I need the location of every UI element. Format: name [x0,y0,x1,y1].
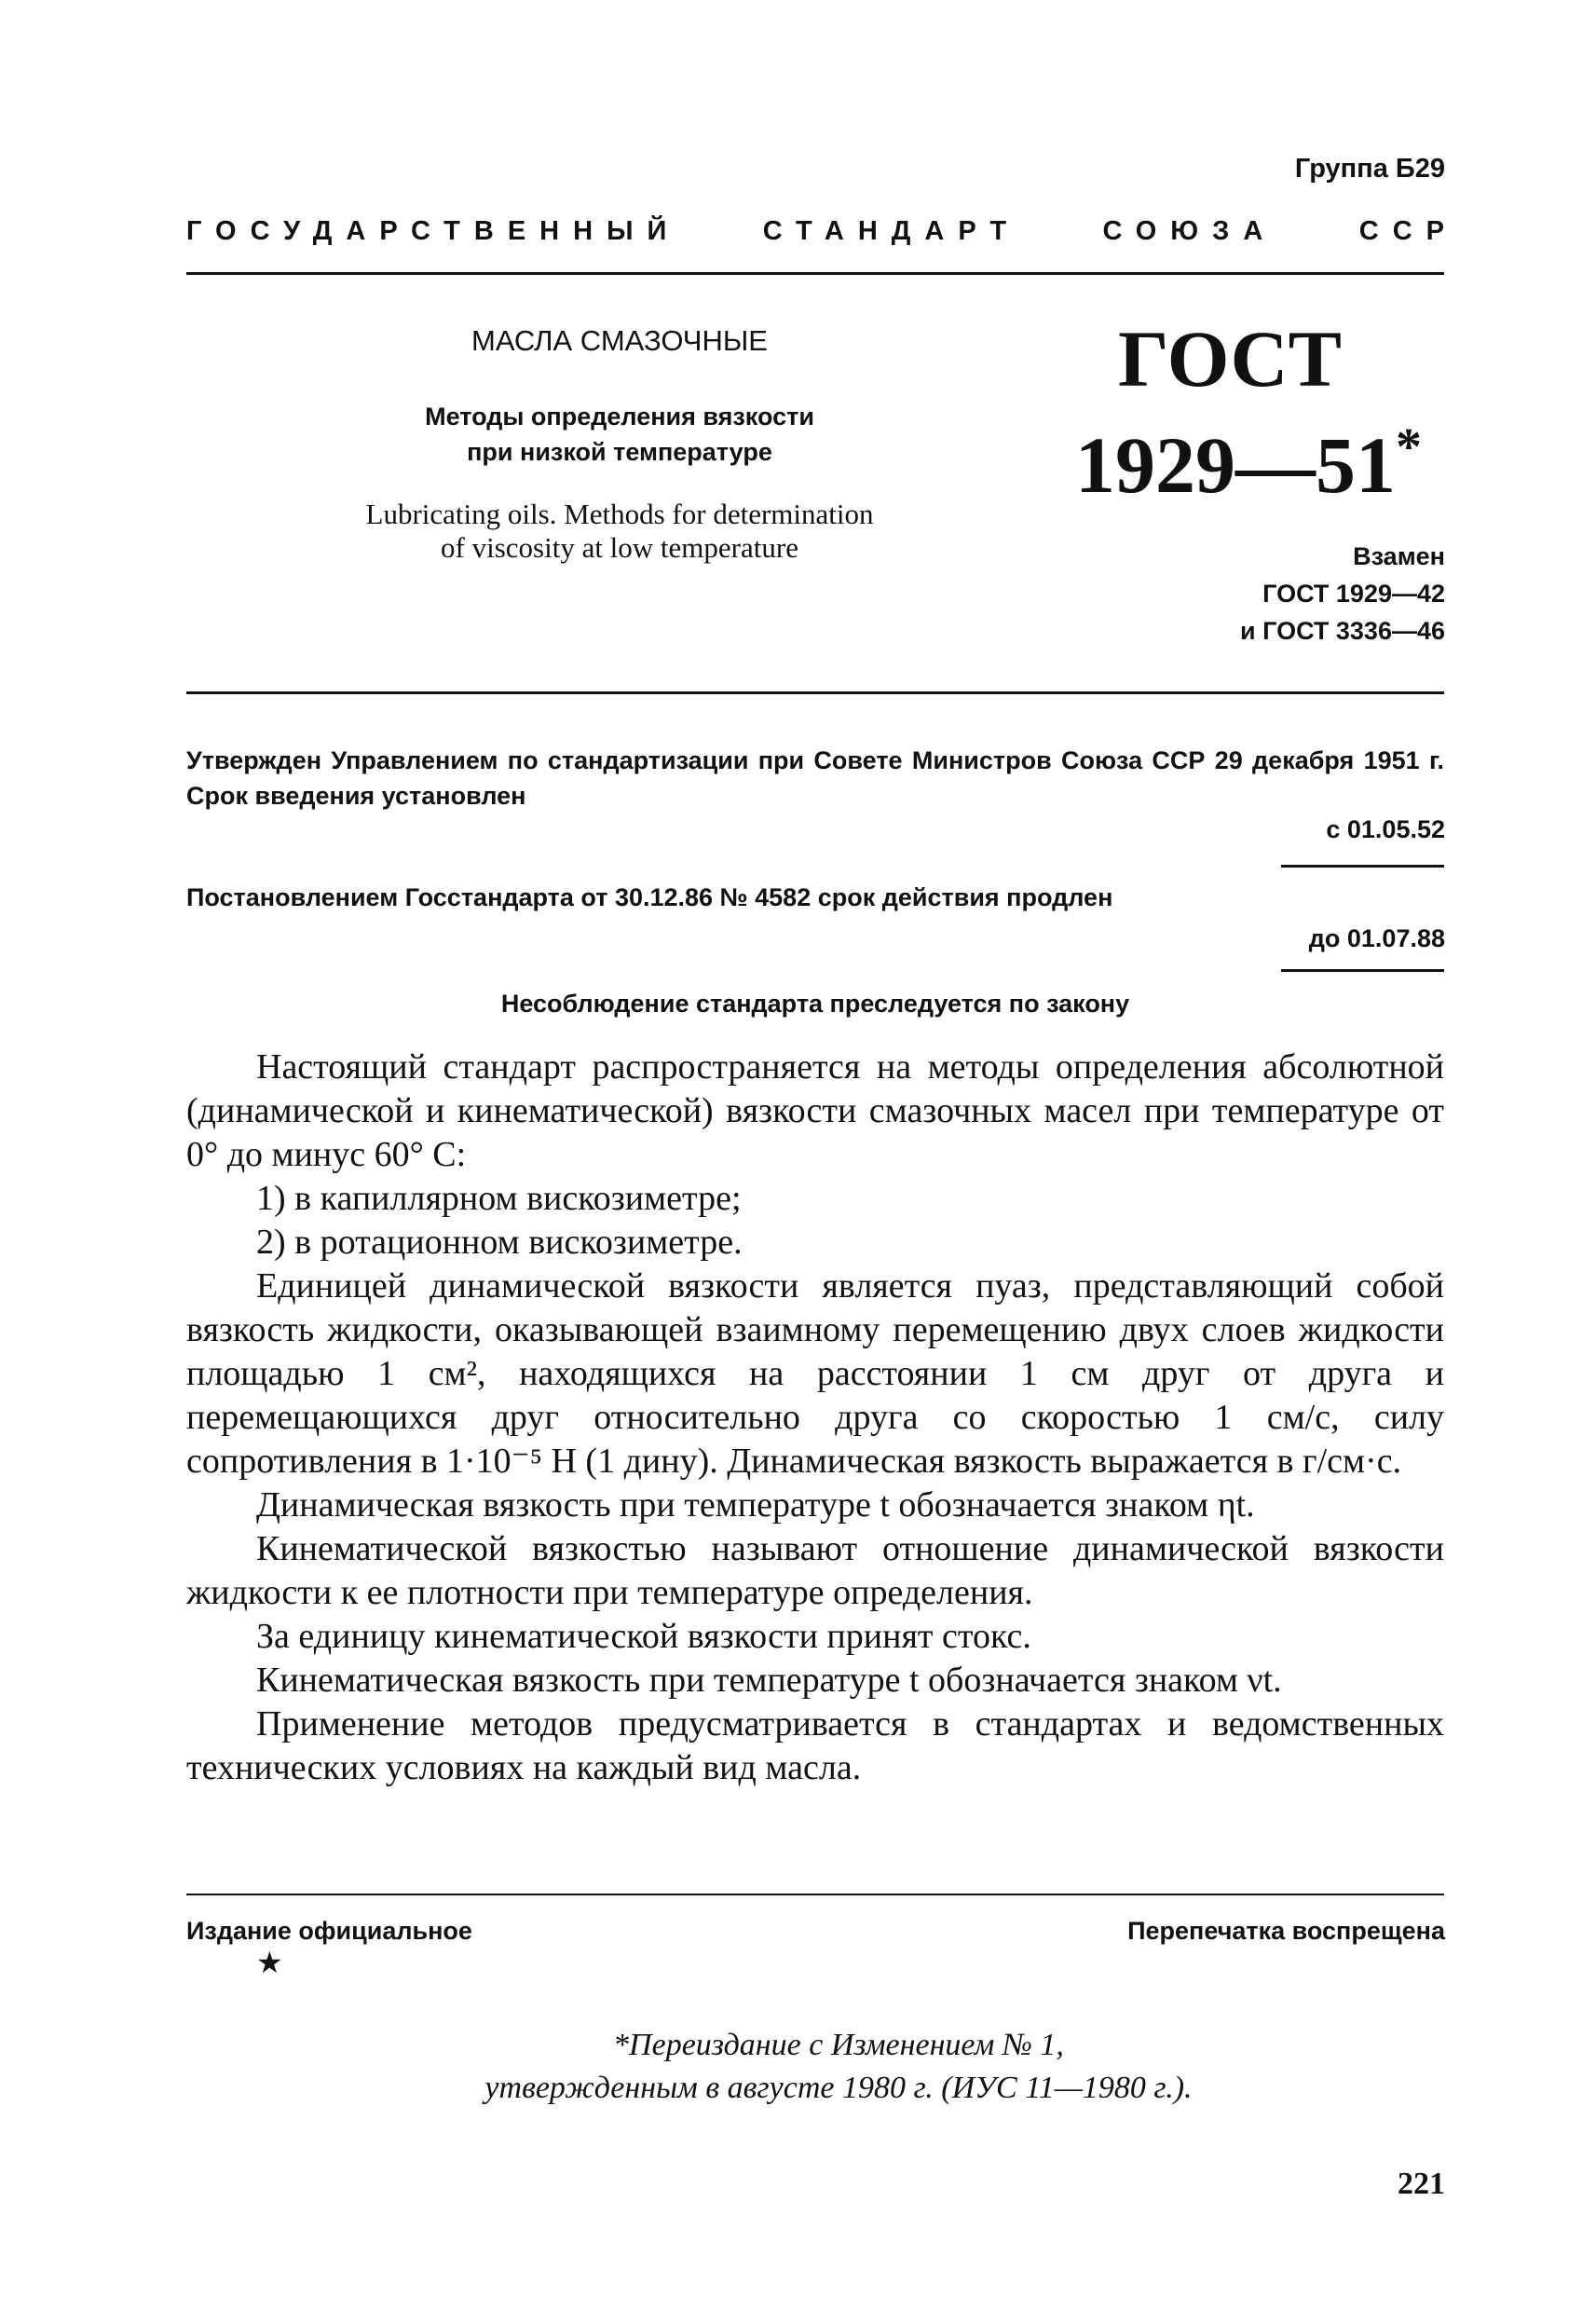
paragraph: Динамическая вязкость при температуре t обозначается знаком ηt. [256,1485,1255,1525]
official-edition: Издание официальное [186,1917,472,1945]
title-divider [186,691,1444,694]
page-number: 221 [1398,2167,1445,2201]
state-standard-line [186,216,1458,247]
paragraph: Настоящий стандарт распространяется на методы определения абсолютной (динамической и кинематической) вязкости смазочных масел при температуре от 0° до минус 60° С: [186,1047,1444,1174]
legal-notice: Несоблюдение стандарта преследуется по закону [500,990,1130,1018]
group-code: Группа Б29 [1294,154,1445,184]
title-english-line: of viscosity at low temperature [441,531,798,564]
list-item: 2) в ротационном вискозиметре. [256,1223,743,1262]
replaces-item: и ГОСТ 3336—46 [1240,617,1445,645]
reprint-prohibited: Перепечатка воспрещена [1127,1917,1445,1945]
title-subtitle-line: Методы определения вязкости [425,403,814,431]
paragraph: Кинематическая вязкость при температуре t обозначается знаком νt. [256,1661,1282,1700]
title-subtitle [266,399,974,470]
replaces-label: Взамен [1353,542,1445,570]
title-subtitle-line: при низкой температуре [467,438,772,466]
approval-text: Утвержден Управлением по стандартизации при Совете Министров Союза ССР 29 декабря 1951 г. Срок введения установлен [186,746,1444,810]
extension-decree: Постановлением Госстандарта от 30.12.86 № 4582 срок действия продлен [186,883,1113,911]
date-divider [1281,969,1444,972]
state-standard-word: СОЮЗА [1102,216,1277,246]
effective-date: с 01.05.52 [1326,815,1445,843]
replaces-block [1240,538,1445,650]
title-english [266,498,974,565]
header-divider [186,272,1444,275]
replaces-item: ГОСТ 1929—42 [1262,580,1445,608]
date-divider [1281,865,1444,868]
footer-divider [186,1894,1444,1895]
body-text [186,1046,1444,1790]
list-item: 1) в капиллярном вискозиметре; [256,1179,742,1218]
title-english-line: Lubricating oils. Methods for determination [365,498,874,530]
reissue-line: *Переиздание с Изменением № 1, [613,2028,1064,2062]
title-main: МАСЛА СМАЗОЧНЫЕ [471,324,768,357]
gost-asterisk: * [1396,418,1422,476]
gost-number [1071,401,1425,512]
star-icon: ★ [256,1946,283,1979]
reissue-note [373,2024,1304,2110]
extended-date: до 01.07.88 [1308,924,1445,952]
state-standard-word: ССР [1358,216,1458,246]
state-standard-word: ГОСУДАРСТВЕННЫЙ [186,216,681,246]
state-standard-word: СТАНДАРТ [762,216,1021,246]
paragraph: Применение методов предусматривается в стандартах и ведомственных технических условиях на каждый вид масла. [186,1704,1444,1787]
gost-word: ГОСТ [1118,314,1342,403]
reissue-line: утвержденным в августе 1980 г. (ИУС 11—1980 г.). [484,2071,1193,2105]
paragraph: Кинематической вязкостью называют отношение динамической вязкости жидкости к ее плотности при температуре определения. [186,1529,1444,1612]
gost-number-value: 1929—51 [1075,420,1396,510]
paragraph: За единицу кинематической вязкости принят стокс. [256,1617,1031,1656]
paragraph: Единицей динамической вязкости является пуаз, представляющий собой вязкость жидкости, оказывающей взаимному перемещению двух слоев жидкости площадью 1 см², находящихся на расстоянии 1 см друг от друга и перемещающихся друг относительно друга со скоростью 1 см/с, силу сопротивления в 1·10⁻⁵ Н (1 дину). Динамическая вязкость выражается в г/см·с. [186,1266,1444,1481]
